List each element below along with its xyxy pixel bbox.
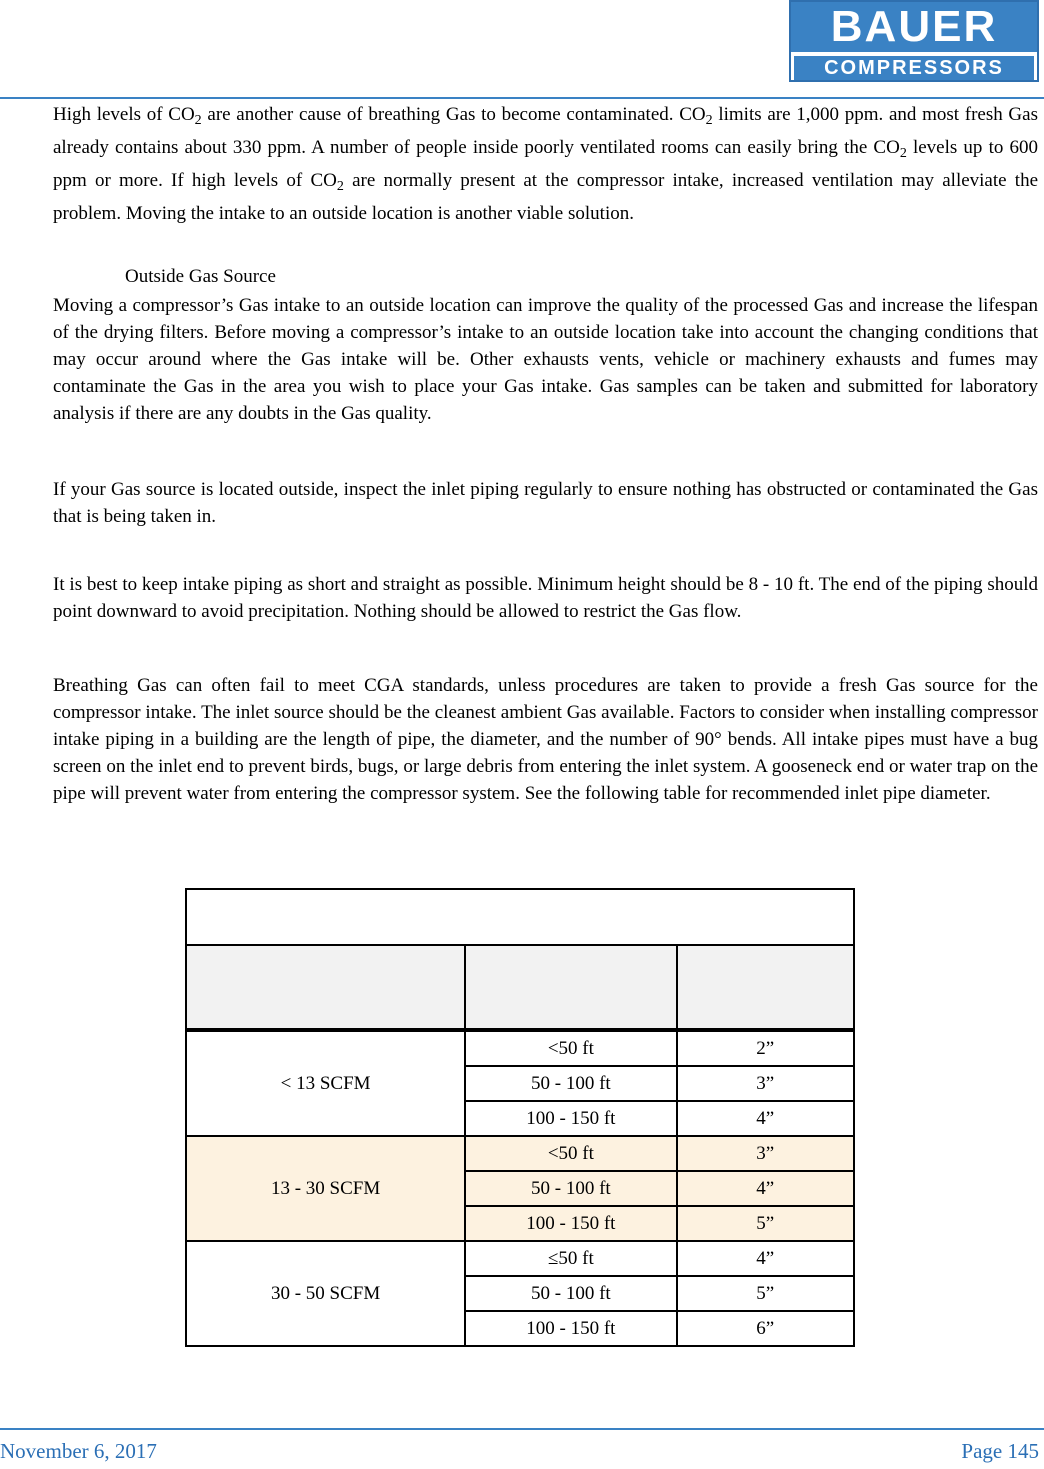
para1-text-a: High levels of CO xyxy=(53,104,195,125)
para1-sub-3: 2 xyxy=(899,146,907,161)
diameter-cell: 6” xyxy=(677,1311,854,1346)
length-cell: 50 - 100 ft xyxy=(465,1171,676,1206)
diameter-cell: 4” xyxy=(677,1101,854,1136)
table-header-row xyxy=(186,945,854,1030)
paragraph-intake-piping: It is best to keep intake piping as short and straight as possible. Minimum height should be 8 - 10 ft. The end of the piping should point downward to avoid precipitation. Nothing should be allowed to restrict the Gas flow. xyxy=(53,574,1038,622)
length-cell: 100 - 150 ft xyxy=(465,1311,676,1346)
length-cell: <50 ft xyxy=(465,1136,676,1171)
table-row xyxy=(186,1241,854,1276)
table-row xyxy=(186,1136,854,1171)
diameter-cell: 5” xyxy=(677,1276,854,1311)
diameter-cell: 4” xyxy=(677,1241,854,1276)
diameter-cell: 3” xyxy=(677,1066,854,1101)
length-cell: ≤50 ft xyxy=(465,1241,676,1276)
length-cell: 50 - 100 ft xyxy=(465,1066,676,1101)
inlet-pipe-table xyxy=(185,888,855,1347)
para1-text-d: levels up to 600 ppm or more. If high levels of CO xyxy=(53,137,1038,191)
footer-date: November 6, 2017 xyxy=(0,1439,157,1463)
footer-rule xyxy=(0,1428,1044,1430)
length-cell: 50 - 100 ft xyxy=(465,1276,676,1311)
paragraph-outside-source: Moving a compressor’s Gas intake to an outside location can improve the quality of the processed Gas and increase the lifespan of the drying filters. Before moving a compressor’s intake to an outside location take into account the changing conditions that may occur around where the Gas intake will be. Other exhausts vents, vehicle or machinery exhausts and fumes may contaminate the Gas in the area you wish to place your Gas intake. Gas samples can be taken and submitted for laboratory analysis if there are any doubts in the Gas quality. xyxy=(53,295,1038,424)
diameter-cell: 4” xyxy=(677,1171,854,1206)
header-rule xyxy=(0,97,1044,99)
logo-compressors-text: COMPRESSORS xyxy=(794,56,1034,80)
diameter-cell: 5” xyxy=(677,1206,854,1241)
length-cell: 100 - 150 ft xyxy=(465,1101,676,1136)
paragraph-cga-standards: Breathing Gas can often fail to meet CGA standards, unless procedures are taken to provide a fresh Gas source for the compressor intake. The inlet source should be the cleanest ambient Gas available. Factors to consider when installing compressor intake piping in a building are the length of pipe, the diameter, and the number of 90° bends. All intake pipes must have a bug screen on the inlet end to prevent birds, bugs, or large debris from entering the inlet system. A gooseneck end or water trap on the pipe will prevent water from entering the compressor system. See the following table for recommended inlet pipe diameter. xyxy=(53,675,1038,804)
bauer-logo xyxy=(789,0,1039,82)
flow-cell: 30 - 50 SCFM xyxy=(186,1241,465,1346)
para1-text-b: are another cause of breathing Gas to become contaminated. CO xyxy=(201,104,706,125)
flow-cell: < 13 SCFM xyxy=(186,1030,465,1136)
table-row xyxy=(186,1030,854,1066)
flow-cell: 13 - 30 SCFM xyxy=(186,1136,465,1241)
para1-text-c: limits are 1,000 ppm. and most fresh Gas already contains about 330 ppm. A number of people inside poorly ventilated rooms can easily bring the CO xyxy=(53,104,1038,158)
length-cell: 100 - 150 ft xyxy=(465,1206,676,1241)
diameter-cell: 3” xyxy=(677,1136,854,1171)
para1-sub-2: 2 xyxy=(705,113,713,128)
table-caption-row xyxy=(186,889,854,945)
diameter-cell: 2” xyxy=(677,1030,854,1066)
logo-bauer-text: BAUER xyxy=(791,2,1037,52)
length-cell: <50 ft xyxy=(465,1030,676,1066)
para1-text-e: are normally present at the compressor intake, increased ventilation may alleviate the problem. Moving the intake to an outside location is another viable solution. xyxy=(53,170,1039,224)
section-heading: Outside Gas Source xyxy=(125,266,276,287)
paragraph-co2 xyxy=(53,101,1038,227)
para1-sub-1: 2 xyxy=(194,113,202,128)
para1-sub-4: 2 xyxy=(336,179,344,194)
footer-page-number: Page 145 xyxy=(961,1439,1039,1463)
paragraph-inspect-inlet: If your Gas source is located outside, inspect the inlet piping regularly to ensure nothing has obstructed or contaminated the Gas that is being taken in. xyxy=(53,479,1038,527)
